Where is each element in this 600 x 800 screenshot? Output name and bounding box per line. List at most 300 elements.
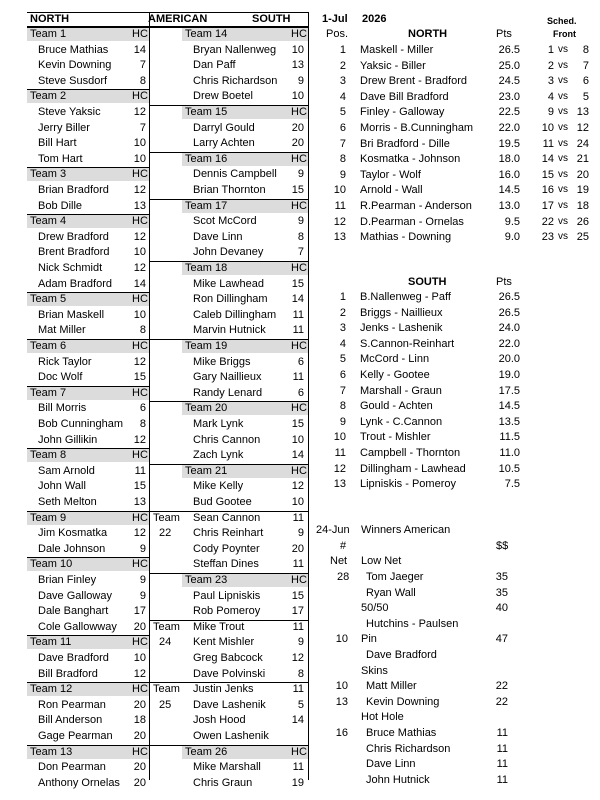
team-hc-label: HC [132, 340, 148, 352]
sched-b: 18 [576, 200, 589, 212]
south-team: B.Nallenweg - Paff [360, 291, 451, 303]
team-hc-label: HC [291, 745, 307, 758]
player-hc: 12 [133, 667, 146, 680]
player-hc: 8 [139, 324, 146, 337]
sched-a: 10 [541, 122, 554, 134]
split-team-label: Team [153, 511, 180, 524]
winner-amt: 11 [496, 758, 508, 771]
player-name: Cole Gallowway [38, 620, 117, 633]
player-name: Rick Taylor [38, 355, 92, 368]
winner-amt: 11 [496, 727, 508, 739]
north-team: Finley - Galloway [360, 106, 445, 119]
north-team: Mathias - Downing [360, 231, 452, 244]
south-pos: 5 [339, 353, 346, 366]
team-label: Team 4 [30, 215, 67, 228]
team-label: Team 11 [30, 636, 72, 649]
south-pts: 24.0 [498, 322, 520, 335]
north-pts: 18.0 [498, 153, 520, 166]
player-name: Gage Pearman [38, 730, 113, 742]
player-hc: 10 [133, 652, 146, 664]
player-name: Kent Mishler [193, 636, 255, 649]
player-hc: 14 [291, 293, 304, 306]
team-divider [150, 199, 308, 200]
south-team: Lipniskis - Pomeroy [360, 478, 456, 491]
team-divider [27, 745, 149, 746]
team-hc-label: HC [132, 511, 148, 524]
player-hc: 9 [297, 636, 304, 649]
player-name: Dave Lashenik [193, 698, 266, 711]
winner-name: Dave Bradford [366, 649, 437, 661]
player-name: Doc Wolf [38, 371, 83, 384]
south-team: S.Cannon-Reinhart [360, 337, 455, 350]
winner-name: Matt Miller [366, 680, 417, 693]
header-north: NORTH [30, 13, 70, 25]
player-hc: 20 [291, 121, 304, 134]
sched-vs: vs [558, 75, 568, 87]
winners-money: $$ [496, 540, 509, 552]
player-name: Ron Pearman [38, 698, 106, 711]
team-divider [27, 89, 149, 90]
player-name: Anthony Ornelas [38, 776, 120, 789]
player-hc: 10 [291, 433, 304, 446]
player-hc: 20 [133, 698, 146, 711]
player-name: John Devaney [193, 246, 264, 259]
player-hc: 10 [133, 137, 146, 150]
player-hc: 19 [291, 776, 304, 789]
sched-a: 11 [542, 137, 554, 150]
player-hc: 17 [133, 605, 146, 618]
team-label: Team 7 [30, 386, 67, 399]
player-name: Dave Polvinski [193, 667, 266, 680]
sched-b: 8 [582, 44, 589, 56]
south-pts: 19.0 [498, 369, 520, 381]
player-name: Cody Poynter [193, 542, 260, 555]
north-pos: 11 [334, 200, 346, 212]
player-name: Josh Hood [193, 714, 246, 727]
team-divider [150, 339, 308, 340]
team-hc-label: HC [132, 386, 148, 399]
team-label: Team 23 [185, 574, 228, 586]
player-name: Chris Graun [193, 776, 253, 789]
team-label: Team 19 [185, 340, 228, 352]
player-name: Steve Susdorf [38, 74, 108, 87]
low-net-title: Low Net [361, 555, 402, 567]
sched-b: 24 [576, 137, 589, 150]
winners-date: 24-Jun [316, 524, 350, 536]
player-name: Mike Briggs [193, 355, 251, 368]
team-divider [150, 745, 308, 746]
player-hc: 12 [291, 480, 304, 493]
player-hc: 13 [291, 59, 304, 72]
south-pos: 2 [339, 306, 346, 319]
team-divider [27, 635, 149, 636]
north-pos: 8 [339, 153, 346, 166]
winner-amt: 22 [495, 680, 508, 693]
north-pts: 14.5 [498, 184, 520, 197]
player-hc: 11 [292, 308, 304, 321]
player-name: Bill Bradford [38, 667, 98, 680]
low-net-pos: 28 [337, 571, 350, 583]
player-hc: 6 [297, 355, 304, 368]
player-hc: 14 [133, 277, 146, 290]
player-name: Bob Cunningham [38, 418, 124, 430]
player-hc: 11 [292, 511, 304, 524]
team-divider [150, 511, 308, 512]
player-name: Jim Kosmatka [38, 527, 108, 540]
winner-name: Tom Jaeger [366, 571, 424, 583]
player-hc: 7 [139, 121, 146, 134]
south-pts: 14.5 [498, 400, 520, 413]
team-divider [150, 464, 308, 465]
player-hc: 20 [291, 542, 304, 555]
sched-b: 25 [576, 231, 589, 244]
player-hc: 15 [291, 184, 304, 196]
player-hc: 10 [133, 308, 146, 321]
player-hc: 12 [133, 527, 146, 540]
player-hc: 11 [134, 464, 146, 477]
north-pts: 16.0 [498, 168, 520, 181]
team-hc-label: HC [132, 168, 148, 181]
south-team: Jenks - Lashenik [360, 322, 443, 335]
player-name: Drew Boetel [193, 90, 253, 103]
player-name: Paul Lipniskis [193, 589, 261, 602]
south-pos: 10 [333, 431, 346, 444]
winner-pos: 16 [335, 727, 348, 739]
player-name: Brian Finley [38, 574, 97, 586]
winner-name: Hutchins - Paulsen [366, 617, 459, 630]
player-name: Mike Trout [193, 620, 245, 633]
team-hc-label: HC [291, 199, 307, 212]
team-divider [27, 511, 149, 512]
north-pos: 2 [339, 59, 346, 72]
player-name: Bryan Nallenweg [193, 43, 277, 56]
winner-amt: 47 [495, 633, 508, 646]
player-name: Drew Bradford [38, 230, 109, 243]
player-hc: 11 [292, 324, 304, 337]
south-pos: 4 [339, 337, 346, 350]
sched-vs: vs [558, 59, 568, 71]
player-name: Jerry Biller [38, 121, 90, 134]
winner-pos: 10 [335, 633, 348, 646]
sched-a: 3 [547, 75, 554, 88]
player-name: Mike Lawhead [193, 277, 264, 290]
sched-vs: vs [558, 106, 568, 118]
header-north-standings: NORTH [408, 28, 448, 40]
player-hc: 10 [291, 43, 304, 56]
player-name: Dan Paff [193, 59, 236, 72]
player-hc: 6 [139, 402, 146, 415]
player-hc: 20 [133, 761, 146, 774]
player-hc: 12 [133, 355, 146, 368]
team-label: Team 10 [30, 558, 73, 571]
north-pts: 23.0 [498, 90, 520, 103]
south-team: Lynk - C.Cannon [360, 415, 443, 428]
winner-amt: 35 [495, 586, 508, 599]
north-team: Morris - B.Cunningham [360, 122, 474, 134]
sched-a: 1 [547, 44, 554, 56]
south-team: Kelly - Gootee [360, 369, 430, 381]
team-divider [27, 386, 149, 387]
player-name: Brian Bradford [38, 184, 109, 196]
winner-name: John Hutnick [366, 773, 430, 786]
team-divider [150, 261, 308, 262]
sched-vs: vs [558, 215, 568, 227]
south-pos: 6 [339, 369, 346, 381]
player-name: Adam Bradford [38, 277, 112, 290]
split-team-label: 24 [159, 636, 172, 649]
team-hc-label: HC [291, 402, 307, 415]
player-hc: 18 [133, 714, 146, 727]
player-name: Bill Morris [38, 402, 87, 415]
south-pos: 8 [339, 400, 346, 413]
south-pts: 13.5 [498, 415, 520, 428]
player-name: John Wall [38, 480, 86, 493]
player-hc: 17 [291, 605, 304, 618]
player-hc: 8 [139, 418, 146, 430]
player-name: Sam Arnold [38, 464, 95, 477]
player-hc: 7 [297, 246, 304, 259]
player-name: Don Pearman [38, 761, 106, 774]
south-pts: 26.5 [498, 291, 520, 303]
north-pos: 6 [339, 122, 346, 134]
player-name: Rob Pomeroy [193, 605, 261, 618]
north-pos: 4 [339, 90, 346, 103]
south-team: Trout - Mishler [360, 431, 431, 444]
north-pos: 3 [339, 75, 346, 88]
sched-a: 4 [547, 90, 554, 103]
sched-b: 6 [582, 75, 589, 88]
player-hc: 15 [133, 480, 146, 493]
team-hc-label: HC [132, 293, 148, 306]
team-divider [150, 105, 308, 106]
team-divider [150, 27, 308, 28]
team-label: Team 13 [30, 745, 73, 758]
player-hc: 15 [291, 277, 304, 290]
north-pos: 10 [333, 184, 346, 197]
player-name: Mike Kelly [193, 480, 244, 493]
winner-amt: 11 [496, 742, 508, 755]
player-hc: 14 [133, 43, 146, 56]
player-hc: 14 [291, 449, 304, 462]
left-divider [149, 12, 150, 780]
north-pts: 26.5 [498, 44, 520, 56]
sched-a: 14 [541, 153, 554, 166]
winner-name: Ryan Wall [366, 586, 416, 599]
player-hc: 12 [133, 262, 146, 274]
player-name: Owen Lashenik [193, 730, 269, 742]
winner-name: Kevin Downing [366, 695, 440, 708]
player-name: Bruce Mathias [38, 43, 109, 56]
team-hc-label: HC [132, 449, 148, 462]
team-hc-label: HC [132, 636, 148, 649]
winner-amt: 22 [495, 695, 508, 708]
team-label: Team 15 [185, 106, 228, 118]
team-hc-label: HC [132, 90, 148, 103]
team-label: Team 26 [185, 745, 228, 758]
player-name: John Gillikin [38, 433, 98, 446]
player-name: Mike Marshall [193, 761, 261, 774]
sched-vs: vs [558, 44, 568, 55]
player-name: Dave Linn [193, 230, 243, 243]
sched-a: 23 [541, 231, 554, 244]
team-label: Team 9 [30, 511, 67, 524]
south-team: Dillingham - Lawhead [360, 462, 466, 475]
north-team: Yaksic - Biller [360, 59, 426, 72]
team-label: Team 16 [185, 152, 228, 165]
sched-vs: vs [558, 137, 568, 149]
north-pts: 19.5 [498, 137, 520, 150]
team-divider [27, 557, 149, 558]
south-pos: 9 [339, 415, 346, 428]
player-hc: 10 [291, 496, 304, 508]
player-name: Mark Lynk [193, 418, 244, 430]
team-hc-label: HC [291, 152, 307, 165]
team-label: Team 18 [185, 262, 228, 274]
player-name: Bill Hart [38, 137, 77, 150]
sched-b: 5 [582, 90, 589, 103]
team-divider [150, 401, 308, 402]
team-divider [27, 682, 149, 683]
sched-b: 12 [576, 122, 589, 134]
team-hc-label: HC [291, 340, 307, 352]
south-team: Campbell - Thornton [360, 447, 461, 459]
north-team: Maskell - Miller [360, 44, 434, 56]
team-label: Team 12 [30, 683, 73, 696]
north-pts: 9.5 [504, 215, 520, 228]
player-hc: 14 [291, 714, 304, 727]
sched-a: 9 [547, 106, 554, 119]
winner-pos: 13 [335, 695, 348, 708]
player-name: Caleb Dillingham [193, 308, 277, 321]
player-hc: 9 [297, 527, 304, 540]
player-name: Larry Achten [193, 137, 255, 150]
sched-vs: vs [558, 231, 568, 243]
team-divider [27, 292, 149, 293]
player-name: Bud Gootee [193, 496, 252, 508]
north-team: Drew Brent - Bradford [360, 75, 467, 88]
team-label: Team 6 [30, 340, 67, 352]
player-name: Bob Dille [38, 199, 83, 212]
player-hc: 12 [133, 433, 146, 446]
player-name: Dale Banghart [38, 605, 109, 618]
south-pts: 20.0 [498, 353, 520, 366]
winner-name: Pin [361, 633, 377, 646]
player-hc: 10 [133, 152, 146, 165]
player-name: Tom Hart [38, 152, 83, 165]
team-divider [150, 620, 308, 621]
player-name: Chris Cannon [193, 433, 261, 446]
north-pos: 1 [339, 44, 346, 56]
player-hc: 12 [291, 652, 304, 664]
sched-vs: vs [558, 184, 568, 196]
player-name: Chris Reinhart [193, 527, 264, 540]
north-pts: 22.5 [498, 106, 520, 119]
sched-vs: vs [558, 200, 568, 211]
sched-vs: vs [558, 122, 568, 133]
winner-name: 50/50 [361, 602, 389, 615]
sched-b: 7 [582, 59, 589, 72]
winner-name: Hot Hole [361, 711, 404, 724]
south-pts: 26.5 [498, 306, 520, 319]
player-hc: 10 [133, 246, 146, 259]
winner-name: Chris Richardson [366, 742, 451, 755]
team-divider [27, 167, 149, 168]
north-pts: 24.5 [498, 75, 520, 88]
south-pts: 17.5 [498, 384, 520, 397]
header-date: 1-Jul [322, 13, 348, 25]
player-hc: 11 [292, 371, 304, 384]
player-hc: 20 [133, 620, 146, 633]
south-pos: 12 [333, 462, 346, 475]
player-name: Ron Dillingham [193, 293, 268, 306]
player-hc: 9 [297, 215, 304, 228]
mid-divider [308, 12, 309, 780]
player-hc: 15 [291, 418, 304, 430]
player-hc: 20 [133, 776, 146, 789]
player-name: Brent Bradford [38, 246, 110, 259]
team-hc-label: HC [291, 106, 307, 118]
player-hc: 9 [139, 574, 146, 586]
team-label: Team 1 [30, 28, 67, 40]
team-hc-label: HC [291, 574, 307, 586]
player-hc: 9 [139, 589, 146, 602]
winner-name: Dave Linn [366, 758, 416, 771]
winner-name: Skins [361, 664, 388, 677]
team-divider [27, 448, 149, 449]
player-name: Kevin Downing [38, 59, 112, 72]
team-label: Team 5 [30, 293, 67, 306]
north-pts: 13.0 [498, 200, 520, 212]
player-name: Scot McCord [193, 215, 257, 228]
south-team: Briggs - Naillieux [360, 306, 443, 319]
sched-b: 20 [576, 168, 589, 181]
player-name: Darryl Gould [193, 121, 255, 134]
player-hc: 13 [133, 496, 146, 508]
player-hc: 9 [297, 74, 304, 87]
north-pts: 9.0 [504, 231, 520, 244]
team-label: Team 14 [185, 28, 228, 40]
south-pts: 11.0 [499, 447, 520, 459]
north-pos: 13 [333, 231, 346, 244]
north-pos: 7 [339, 137, 346, 150]
player-hc: 20 [291, 137, 304, 150]
south-title: SOUTH [408, 276, 447, 288]
winner-amt: 40 [495, 602, 508, 615]
player-name: Mat Miller [38, 324, 86, 337]
player-name: Randy Lenard [193, 386, 263, 399]
team-label: Team 17 [185, 199, 228, 212]
team-hc-label: HC [132, 683, 148, 696]
sched-b: 26 [576, 215, 589, 228]
winner-pos: 10 [335, 680, 348, 693]
team-label: Team 20 [185, 402, 228, 415]
split-team-label: Team [153, 683, 180, 696]
player-hc: 7 [139, 59, 146, 72]
player-hc: 12 [133, 106, 146, 118]
player-hc: 8 [139, 74, 146, 87]
team-hc-label: HC [132, 558, 148, 571]
sched-b: 21 [576, 153, 589, 166]
header-pos: Pos. [326, 28, 349, 40]
north-team: Arnold - Wall [360, 184, 423, 197]
north-team: R.Pearman - Anderson [360, 200, 472, 212]
player-hc: 5 [297, 698, 304, 711]
player-name: Chris Richardson [193, 74, 278, 87]
header-sched: Sched. [547, 16, 577, 26]
north-team: Dave Bill Bradford [360, 90, 449, 103]
winner-amt: 35 [495, 571, 508, 583]
sched-vs: vs [558, 90, 568, 102]
